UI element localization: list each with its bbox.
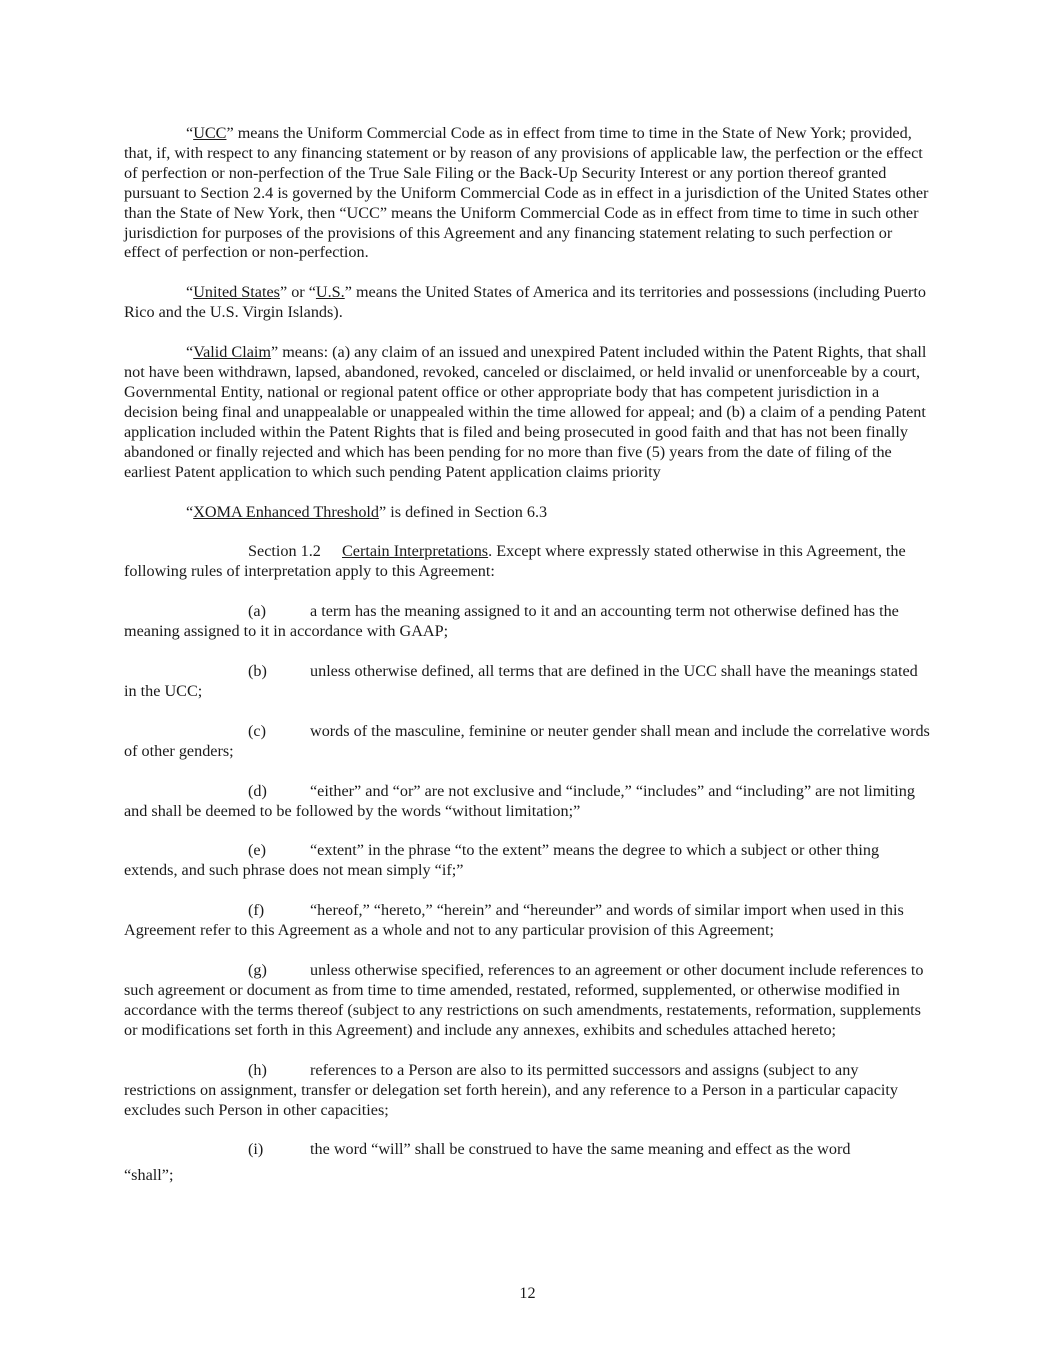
clause-h	[124, 1061, 932, 1121]
clause-text: unless otherwise specified, references to an agreement or other document include references to such agreement or document as from time to time amended, restated, reformed, supplemented, or otherwise modified in accordance with the terms thereof (subject to any restrictions on such amendments, restatements, reformation, supplements or modifications set forth in this Agreement) and include any annexes, exhibits and schedules attached hereto;	[124, 961, 924, 1039]
clause-label: (e)	[248, 841, 266, 860]
page-number: 12	[519, 1284, 536, 1302]
definition-valid-claim	[124, 343, 932, 482]
definition-text: ” is defined in Section 6.3	[379, 502, 548, 521]
clause-label: (f)	[248, 901, 265, 920]
clause-label: (d)	[248, 781, 267, 800]
clause-label: (g)	[248, 961, 267, 980]
defined-term: United States	[193, 283, 280, 302]
section-number: Section 1.2	[248, 542, 321, 561]
open-quote: “	[186, 124, 194, 142]
clause-text: the word “will” shall be construed to have the same meaning and effect as the word	[310, 1140, 851, 1159]
clause-label: (a)	[248, 602, 266, 621]
clause-c	[124, 722, 932, 762]
section-1-2-heading	[124, 542, 932, 582]
clause-label: (c)	[248, 721, 266, 740]
clause-text: unless otherwise defined, all terms that are defined in the UCC shall have the meanings stated in the UCC;	[124, 662, 918, 700]
section-intro-text: . Except where expressly stated otherwise in this Agreement, the following rules of interpretation apply to this Agreement:	[124, 542, 906, 581]
defined-term: UCC	[193, 124, 227, 142]
section-title: Certain Interpretations	[342, 542, 489, 561]
clause-text: words of the masculine, feminine or neuter gender shall mean and include the correlative words of other genders;	[124, 721, 930, 760]
clause-i	[124, 1140, 932, 1186]
open-quote: “	[186, 502, 194, 521]
defined-term: Valid Claim	[193, 343, 271, 362]
clause-label: (h)	[248, 1060, 267, 1079]
clause-e	[124, 841, 932, 881]
definition-text: ” means the United States of America and its territories and possessions (including Puerto Rico and the U.S. Virgin Islands).	[124, 283, 926, 322]
definition-text: ” means: (a) any claim of an issued and unexpired Patent included within the Patent Rights, that shall not have been withdrawn, lapsed, abandoned, revoked, canceled or disclaimed, or held invalid or unenforceable by a court, Governmental Entity, national or regional patent office or other appropriate body that has competent jurisdiction in a decision being final and unappealable or unappealed within the time allowed for appeal; and (b) a claim of a pending Patent application included within the Patent Rights that is filed and being prosecuted in good faith and that has not been finally abandoned or finally rejected and which has been pending for no more than five (5) years from the date of filing of the earliest Patent application to which such pending Patent application claims priority	[124, 343, 927, 481]
definition-text: ” means the Uniform Commercial Code as in effect from time to time in the State of New York; provided, that, if, with respect to any financing statement or by reason of any provisions of applicable law, the perfection or the effect of perfection or non-perfection of the True Sale Filing or the Back-Up Security Interest or any portion thereof granted pursuant to Section 2.4 is governed by the Uniform Commercial Code as in effect in a jurisdiction of the United States other than the State of New York, then “UCC” means the Uniform Commercial Code as in effect from time to time in such other jurisdiction for purposes of the provisions of this Agreement and any financing statement relating to such perfection or effect of perfection or non-perfection.	[124, 124, 929, 262]
clause-text: a term has the meaning assigned to it and an accounting term not otherwise defined has the meaning assigned to it in accordance with GAAP;	[124, 602, 899, 641]
definition-connector: ” or “	[279, 283, 316, 302]
clause-text: “extent” in the phrase “to the extent” means the degree to which a subject or other thing extends, and such phrase does not mean simply “if;”	[124, 841, 880, 880]
defined-term: XOMA Enhanced Threshold	[193, 502, 380, 521]
clause-label: (i)	[248, 1140, 264, 1159]
definition-xoma-enhanced-threshold	[124, 503, 932, 523]
definition-ucc	[124, 124, 932, 263]
open-quote: “	[186, 283, 194, 302]
clause-d	[124, 782, 932, 822]
clause-g	[124, 961, 932, 1041]
definition-united-states	[124, 283, 932, 323]
clause-b	[124, 662, 932, 702]
clause-text: references to a Person are also to its permitted successors and assigns (subject to any restrictions on assignment, transfer or delegation set forth herein), and any reference to a Person in a particular capacity excludes such Person in other capacities;	[124, 1060, 898, 1119]
clause-text: “either” and “or” are not exclusive and “include,” “includes” and “including” are not limiting and shall be deemed to be followed by the words “without limitation;”	[124, 781, 915, 820]
clause-text: “hereof,” “hereto,” “herein” and “hereunder” and words of similar import when used in this Agreement refer to this Agreement as a whole and not to any particular provision of this Agreement;	[124, 901, 904, 940]
clause-a	[124, 602, 932, 642]
clause-label: (b)	[248, 662, 267, 681]
clause-text-continuation: “shall”;	[124, 1166, 174, 1185]
clause-f	[124, 901, 932, 941]
document-page	[124, 124, 932, 1206]
open-quote: “	[186, 343, 194, 362]
defined-term-alt: U.S.	[315, 283, 345, 302]
